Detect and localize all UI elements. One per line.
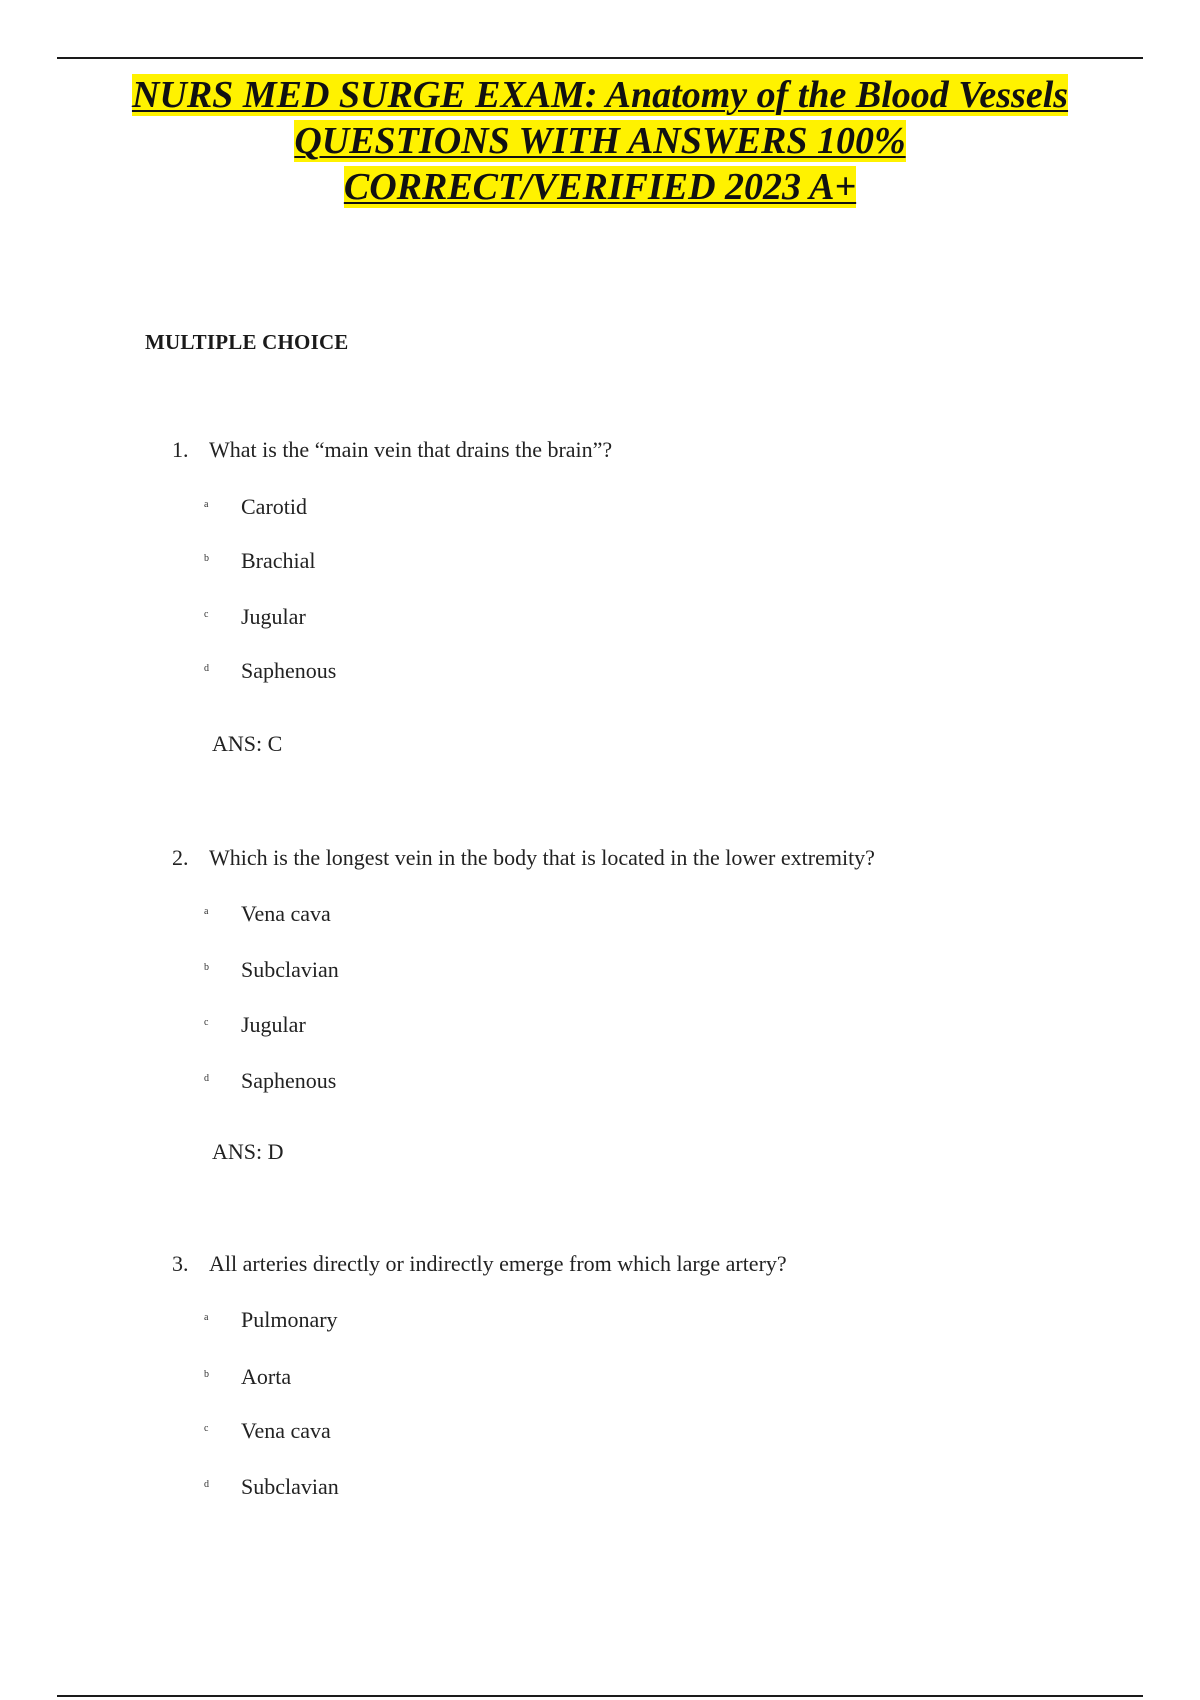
- option-a: [204, 494, 307, 520]
- option-text: Pulmonary: [241, 1307, 338, 1332]
- question-number: 3.: [172, 1251, 189, 1276]
- title-line-1: NURS MED SURGE EXAM: Anatomy of the Blood Vessels: [131, 74, 1069, 116]
- option-letter: c: [204, 609, 209, 620]
- option-b: [204, 1364, 291, 1390]
- option-letter: c: [204, 1423, 209, 1434]
- title-line-3: CORRECT/VERIFIED 2023 A+: [343, 166, 857, 208]
- option-letter: d: [204, 1073, 209, 1084]
- option-text: Saphenous: [241, 658, 337, 683]
- option-letter: c: [204, 1017, 209, 1028]
- option-text: Vena cava: [241, 1418, 331, 1443]
- question-number: 1.: [172, 437, 189, 462]
- question-text: What is the “main vein that drains the brain”?: [209, 437, 613, 462]
- option-b: [204, 957, 339, 983]
- question-stem: [172, 845, 875, 871]
- option-letter: b: [204, 553, 209, 564]
- option-letter: a: [204, 499, 209, 510]
- answer-key: ANS: D: [212, 1139, 284, 1164]
- option-text: Subclavian: [241, 957, 339, 982]
- document-title: [60, 72, 1140, 210]
- bottom-rule: [57, 1695, 1143, 1697]
- option-letter: a: [204, 1312, 209, 1323]
- option-text: Brachial: [241, 548, 316, 573]
- question-stem: [172, 1251, 787, 1277]
- option-text: Aorta: [241, 1364, 292, 1389]
- option-letter: a: [204, 906, 209, 917]
- title-line-2: QUESTIONS WITH ANSWERS 100%: [294, 120, 906, 162]
- question-text: All arteries directly or indirectly emerge from which large artery?: [209, 1251, 787, 1276]
- option-c: [204, 1418, 331, 1444]
- top-rule: [57, 57, 1143, 59]
- option-text: Subclavian: [241, 1474, 339, 1499]
- option-a: [204, 1307, 338, 1333]
- option-d: [204, 658, 336, 684]
- option-a: [204, 901, 331, 927]
- option-letter: b: [204, 1369, 209, 1380]
- option-d: [204, 1068, 336, 1094]
- option-c: [204, 1012, 306, 1038]
- option-text: Carotid: [241, 494, 307, 519]
- option-text: Vena cava: [241, 901, 331, 926]
- option-d: [204, 1474, 339, 1500]
- option-letter: d: [204, 1479, 209, 1490]
- answer-key: ANS: C: [212, 731, 283, 756]
- question-number: 2.: [172, 845, 189, 870]
- question-stem: [172, 437, 612, 463]
- option-letter: d: [204, 663, 209, 674]
- question-text: Which is the longest vein in the body that is located in the lower extremity?: [209, 845, 875, 870]
- option-text: Jugular: [241, 604, 306, 629]
- option-b: [204, 548, 316, 574]
- option-text: Jugular: [241, 1012, 306, 1037]
- option-text: Saphenous: [241, 1068, 337, 1093]
- section-heading: MULTIPLE CHOICE: [145, 330, 349, 354]
- option-c: [204, 604, 306, 630]
- option-letter: b: [204, 962, 209, 973]
